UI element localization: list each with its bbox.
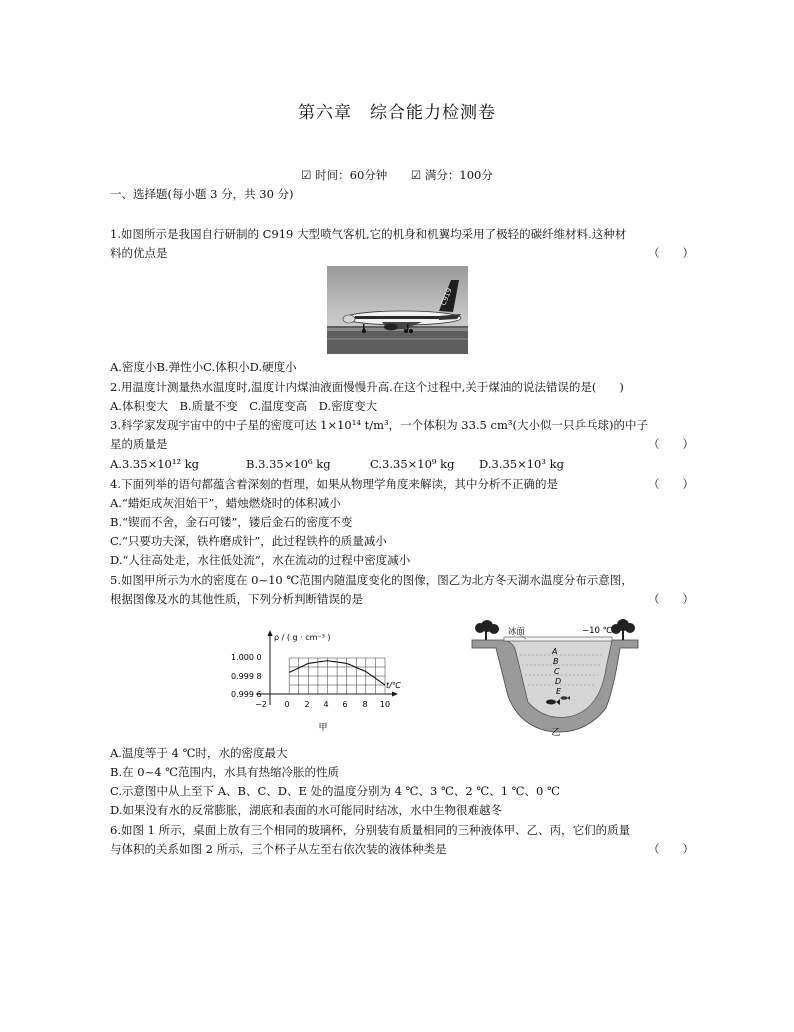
q4-answer-bracket: （ ） xyxy=(648,477,694,491)
x-tick-label-4: 4 xyxy=(323,700,329,709)
layer-d-label: D xyxy=(555,677,562,686)
q5-stem-line2: 根据图像及水的其他性质，下列分析判断错误的是 xyxy=(110,592,363,606)
exam-meta xyxy=(0,167,794,183)
q5-answer-bracket: （ ） xyxy=(648,592,694,606)
tree-icon xyxy=(611,619,635,640)
y-axis-label: ρ / ( g · cm⁻³ ) xyxy=(274,633,331,642)
c919-photo xyxy=(327,266,468,354)
layer-b-label: B xyxy=(553,657,559,666)
q4-option-c: C.“只要功夫深，铁杵磨成针”，此过程铁杵的质量减小 xyxy=(110,534,387,548)
x-tick-label-2: 2 xyxy=(304,700,310,709)
x-tick-label-8: 8 xyxy=(362,700,368,709)
layer-a-label: A xyxy=(552,647,558,656)
y-tick-label-3: 0.999 6 xyxy=(231,690,262,699)
y-tick-label-1: 1.000 0 xyxy=(231,653,262,662)
q2-stem: 2.用温度计测量热水温度时,温度计内煤油液面慢慢升高.在这个过程中,关于煤油的说法错误的是( ) xyxy=(110,380,624,394)
x-tick-label-6: 6 xyxy=(342,700,348,709)
q5-option-b: B.在 0~4 ℃范围内，水具有热缩冷胀的性质 xyxy=(110,765,340,779)
q3-option-b: B.3.35×10⁶ kg xyxy=(246,457,331,471)
x-axis-arrow xyxy=(392,692,398,697)
q5-stem-line1: 5.如图甲所示为水的密度在 0~10 ℃范围内随温度变化的图像，图乙为北方冬天湖水温度分布示意图， xyxy=(110,573,633,587)
q6-stem-line2: 与体积的关系如图 2 所示，三个杯子从左至右依次装的液体种类是 xyxy=(110,842,447,856)
q5-option-a: A.温度等于 4 ℃时，水的密度最大 xyxy=(110,746,288,760)
q1-answer-bracket: （ ） xyxy=(648,246,694,260)
q3-option-a: A.3.35×10¹² kg xyxy=(110,457,200,471)
grid xyxy=(289,658,385,694)
lake-diagram xyxy=(470,618,640,738)
layer-e-label: E xyxy=(556,687,562,696)
q1-stem-line2: 料的优点是 xyxy=(110,246,168,260)
q6-stem-line1: 6.如图 1 所示，桌面上放有三个相同的玻璃杯，分别装有质量相同的三种液体甲、乙、丙，它们的质量 xyxy=(110,823,631,837)
q3-option-c: C.3.35×10⁹ kg xyxy=(370,457,455,471)
figure-caption-yi: 乙 xyxy=(551,728,561,738)
q5-option-c: C.示意图中从上至下 A、B、C、D、E 处的温度分别为 4 ℃、3 ℃、2 ℃、1 ℃、0 ℃ xyxy=(110,784,560,798)
q4-option-a: A.“蜡炬成灰泪始干”，蜡烛燃烧时的体积减小 xyxy=(110,496,341,510)
q3-option-d: D.3.35×10³ kg xyxy=(479,457,564,471)
q3-answer-bracket: （ ） xyxy=(648,437,694,451)
svg-text:C919: C919 xyxy=(439,286,454,307)
page-title: 第六章 综合能力检测卷 xyxy=(298,103,496,123)
q4-option-d: D.“人往高处走，水往低处流”，水在流动的过程中密度减小 xyxy=(110,553,411,567)
q1-options: A.密度小B.弹性小C.体积小D.硬度小 xyxy=(110,360,297,374)
q2-options: A.体积变大 B.质量不变 C.温度变高 D.密度变大 xyxy=(110,399,378,413)
q5-option-d: D.如果没有水的反常膨胀，湖底和表面的水可能同时结冰，水中生物很难越冬 xyxy=(110,803,502,817)
ice-surface xyxy=(504,637,612,641)
layer-c-label: C xyxy=(554,667,560,676)
x-tick-label-0: 0 xyxy=(284,700,290,709)
x-axis-label: t/℃ xyxy=(386,681,401,690)
x-tick-label-10: 10 xyxy=(379,700,391,709)
q1-stem-line1: 1.如图所示是我国自行研制的 C919 大型喷气客机,它的机身和机翼均采用了极轻的碳纤维材料.这种材 xyxy=(110,227,627,241)
section-heading: 一、选择题(每小题 3 分，共 30 分) xyxy=(110,187,294,201)
figure-caption-jia: 甲 xyxy=(318,723,328,733)
density-graph xyxy=(228,620,418,738)
q3-stem-line2: 星的质量是 xyxy=(110,437,168,451)
y-axis-arrow xyxy=(268,630,273,636)
ice-label: 冰面 xyxy=(508,627,526,637)
q4-stem: 4.下面列举的语句都蕴含着深刻的哲理，如果从物理学角度来解读，其中分析不正确的是 xyxy=(110,477,558,491)
air-temperature-label: −10 ℃ xyxy=(582,626,613,636)
tree-icon xyxy=(475,620,499,640)
q4-option-b: B.“锲而不舍，金石可镂”，镂后金石的密度不变 xyxy=(110,515,353,529)
q6-answer-bracket: （ ） xyxy=(648,842,694,856)
time-limit: ☑ 时间：60分钟 xyxy=(301,168,388,182)
x-tick-label-neg2: −2 xyxy=(255,700,267,709)
full-score: ☑ 满分：100分 xyxy=(410,168,493,182)
q3-stem-line1: 3.科学家发现宇宙中的中子星的密度可达 1×10¹⁴ t/m³，一个体积为 33.5 cm³(大小似一只乒乓球)的中子 xyxy=(110,418,648,432)
y-tick-label-2: 0.999 8 xyxy=(231,672,262,681)
